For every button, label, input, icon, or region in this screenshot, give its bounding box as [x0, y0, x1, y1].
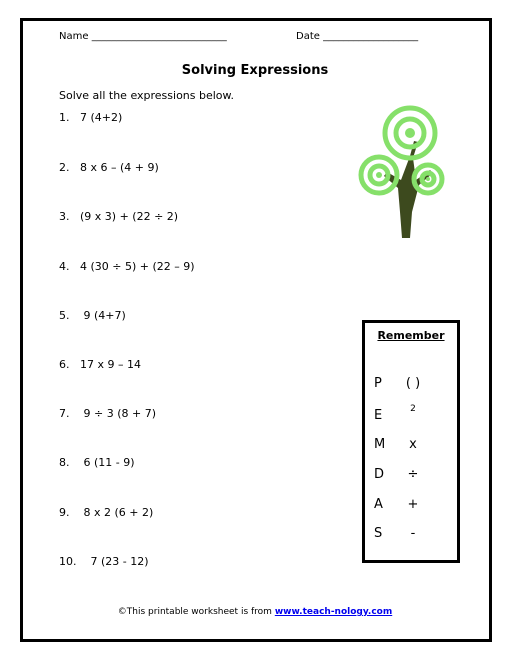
remember-box [362, 320, 460, 563]
date-blank: ___________________ [323, 31, 419, 42]
problem-number: 2. [59, 161, 70, 174]
pemdas-letter: P [374, 376, 382, 391]
problem-item [59, 161, 159, 174]
problem-expression: 6 (11 - 9) [83, 456, 135, 469]
remember-title: Remember [377, 329, 445, 342]
name-label: Name [59, 31, 89, 42]
instructions: Solve all the expressions below. [59, 89, 235, 102]
pemdas-meaning: 2 [410, 404, 416, 414]
pemdas-meaning: x [409, 437, 417, 452]
problem-number: 8. [59, 456, 70, 469]
name-blank: ___________________________ [91, 31, 227, 42]
problem-item [59, 111, 122, 124]
date-field [296, 31, 418, 42]
problem-item [59, 506, 153, 519]
name-field [59, 31, 227, 42]
footer-link[interactable]: www.teach-nology.com [274, 607, 393, 617]
problem-expression: 4 (30 ÷ 5) + (22 – 9) [80, 260, 195, 273]
problem-expression: 9 (4+7) [83, 309, 126, 322]
pemdas-meaning: ÷ [407, 467, 419, 482]
problem-expression: 7 (4+2) [80, 111, 123, 124]
problem-expression: 8 x 2 (6 + 2) [83, 506, 154, 519]
problem-number: 6. [59, 358, 70, 371]
problem-expression: 9 ÷ 3 (8 + 7) [83, 407, 156, 420]
pemdas-letter: E [374, 408, 383, 423]
problem-expression: 17 x 9 – 14 [80, 358, 141, 371]
problem-item [59, 456, 135, 469]
problem-expression: 8 x 6 – (4 + 9) [80, 161, 159, 174]
problem-item [59, 210, 178, 223]
pemdas-meaning: + [407, 497, 419, 512]
problem-item [59, 260, 195, 273]
footer [0, 607, 510, 617]
pemdas-meaning: ( ) [405, 376, 421, 391]
pemdas-letter: D [374, 467, 385, 482]
problem-number: 3. [59, 210, 70, 223]
problem-number: 4. [59, 260, 70, 273]
problem-item [59, 407, 156, 420]
problem-item [59, 358, 141, 371]
problem-number: 7. [59, 407, 70, 420]
problem-number: 10. [59, 555, 77, 568]
problem-number: 5. [59, 309, 70, 322]
problem-item [59, 309, 126, 322]
problem-expression: 7 (23 - 12) [90, 555, 149, 568]
problem-item [59, 555, 149, 568]
footer-text: ©This printable worksheet is from [117, 607, 272, 617]
pemdas-letter: M [374, 437, 386, 452]
pemdas-letter: S [374, 526, 383, 541]
pemdas-meaning: - [410, 526, 416, 541]
problem-number: 9. [59, 506, 70, 519]
problem-expression: (9 x 3) + (22 ÷ 2) [80, 210, 179, 223]
tree-icon [355, 100, 450, 240]
problem-number: 1. [59, 111, 70, 124]
worksheet-title: Solving Expressions [181, 63, 329, 78]
pemdas-letter: A [374, 497, 383, 512]
date-label: Date [296, 31, 320, 42]
